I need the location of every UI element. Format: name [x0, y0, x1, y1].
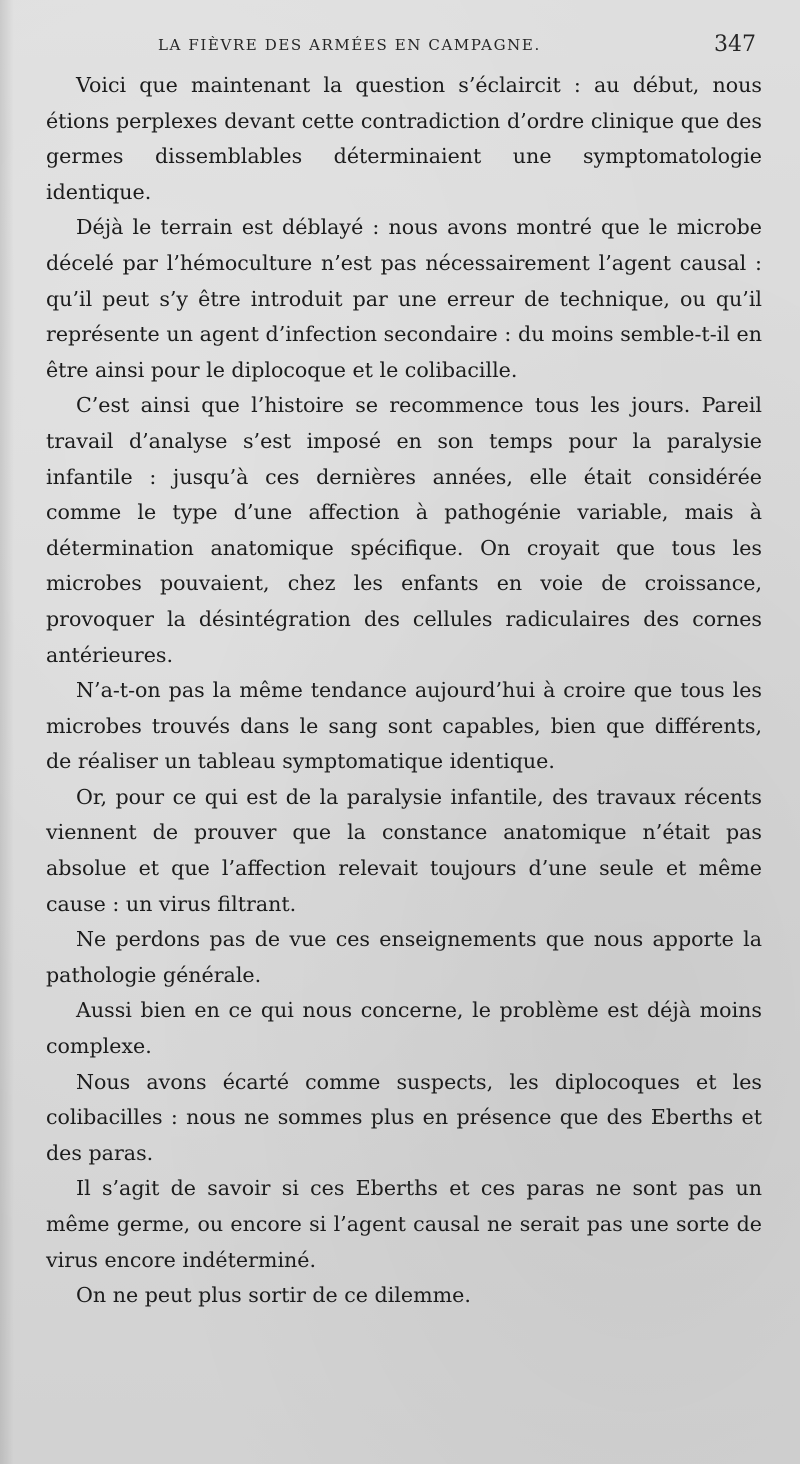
running-head: LA FIÈVRE DES ARMÉES EN CAMPAGNE. [158, 36, 541, 54]
paragraph: N’a-t-on pas la même tendance aujourd’hui à croire que tous les microbes trouvés dans le sang sont capables, bien que différents, de réaliser un tableau symptomatique identique. [46, 678, 762, 774]
paragraph: Ne perdons pas de vue ces enseignements que nous apporte la pathologie générale. [46, 927, 762, 987]
paragraph: Aussi bien en ce qui nous concerne, le problème est déjà moins complexe. [46, 998, 762, 1059]
page-header [46, 32, 762, 66]
paragraph: Or, pour ce qui est de la paralysie infantile, des travaux récents viennent de prouver que la constance anatomique n’était pas absolue et que l’affection relevait toujours d’une seule et même cause : un virus filtrant. [46, 784, 762, 916]
paragraph: Il s’agit de savoir si ces Eberths et ces paras ne sont pas un même germe, ou encore si l’agent causal ne serait pas une sorte de virus encore indéterminé. [46, 1176, 762, 1272]
paragraph: Voici que maintenant la question s’éclaircit : au début, nous étions perplexes devant cette contradiction d’ordre clinique que des germes dissemblables déterminaient une symptomatologie identique. [46, 73, 762, 204]
paragraph: On ne peut plus sortir de ce dilemme. [76, 1283, 471, 1308]
page-number: 347 [714, 32, 756, 57]
body-text [46, 68, 762, 1314]
paragraph: Nous avons écarté comme suspects, les diplocoques et les colibacilles : nous ne sommes plus en présence que des Eberths et des paras. [46, 1069, 762, 1165]
paragraph: C’est ainsi que l’histoire se recommence tous les jours. Pareil travail d’analyse s’est imposé en son temps pour la paralysie infantile : jusqu’à ces dernières années, elle était considérée comme le type d’une affection à pathogénie variable, mais à détermination anatomique spécifique. On croyait que tous les microbes pouvaient, chez les enfants en voie de croissance, provoquer la désintégration des cellules radiculaires des cornes antérieures. [46, 393, 762, 667]
paragraph: Déjà le terrain est déblayé : nous avons montré que le microbe décelé par l’hémoculture n’est pas nécessairement l’agent causal : qu’il peut s’y être introduit par une erreur de technique, ou qu’il représente un agent d’infection secondaire : du moins semble-t-il en être ainsi pour le diplocoque et le colibacille. [46, 215, 762, 382]
